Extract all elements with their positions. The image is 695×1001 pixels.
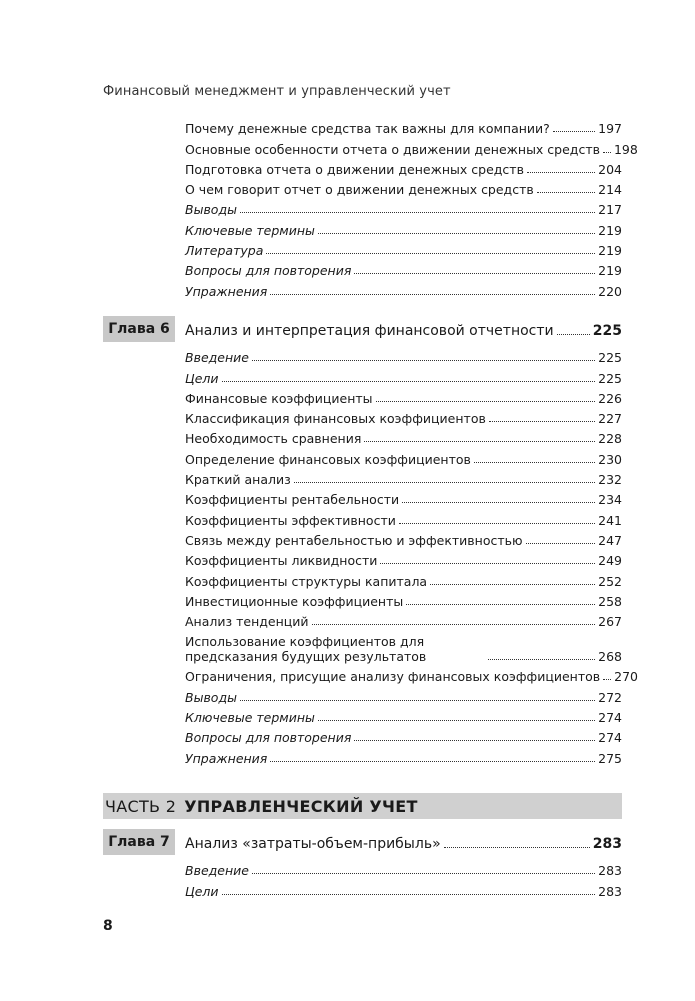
toc-entry[interactable]: [185, 386, 622, 406]
toc-entry-page: 234: [598, 492, 622, 508]
dot-leader: [354, 740, 595, 741]
toc-entry-title: О чем говорит отчет о движении денежных средств: [185, 182, 534, 198]
toc-entry-title: Необходимость сравнения: [185, 431, 362, 447]
toc-entry-page: 217: [598, 202, 622, 218]
dot-leader: [266, 253, 595, 254]
dot-leader: [222, 894, 596, 895]
toc-entry-title: Финансовые коэффициенты: [185, 390, 373, 406]
dot-leader: [318, 233, 595, 234]
toc-entry-title: Почему денежные средства так важны для компании?: [185, 121, 550, 137]
toc-entry-page: 225: [598, 350, 622, 366]
dot-leader: [399, 523, 595, 524]
toc-entry-title: Упражнения: [185, 283, 268, 299]
toc-entry-title: Коэффициенты структуры капитала: [185, 573, 428, 589]
toc-entry-page: 220: [598, 283, 622, 299]
chapter-page: 225: [592, 323, 622, 339]
dot-leader: [402, 502, 595, 503]
toc-entry[interactable]: [185, 157, 622, 177]
dot-leader: [240, 212, 595, 213]
toc-entry[interactable]: [185, 345, 622, 365]
dot-leader: [603, 152, 611, 153]
running-head: Финансовый менеджмент и управленческий учет: [103, 84, 451, 99]
dot-leader: [537, 192, 595, 193]
part-2-header: [103, 793, 622, 819]
toc-entry-page: 227: [598, 411, 622, 427]
toc-entry-page: 267: [598, 614, 622, 630]
chapter-6-heading[interactable]: [103, 316, 622, 342]
toc-entry[interactable]: [185, 507, 622, 527]
toc-entry-title: Литература: [185, 243, 264, 259]
toc-entry-page: 252: [598, 573, 622, 589]
dot-leader: [252, 873, 595, 874]
toc-entry-page: 249: [598, 553, 622, 569]
toc-entry-title: Выводы: [185, 689, 237, 705]
toc-entry-title: Введение: [185, 863, 249, 879]
toc-entry-page: 198: [613, 141, 638, 157]
toc-entry[interactable]: [185, 609, 622, 629]
dot-leader: [364, 441, 595, 442]
toc-entry-title: Вопросы для повторения: [185, 263, 352, 279]
dot-leader: [380, 563, 595, 564]
toc-entry-title: Вопросы для повторения: [185, 730, 352, 746]
toc-entry-title: Основные особенности отчета о движении денежных средств: [185, 141, 600, 157]
chapter-label: Глава 7: [103, 829, 175, 855]
toc-entry[interactable]: [185, 426, 622, 446]
toc-entry-title: Коэффициенты эффективности: [185, 512, 396, 528]
dot-leader: [270, 761, 595, 762]
toc-entry-page: 214: [598, 182, 622, 198]
chapter-title: Анализ и интерпретация финансовой отчетности: [185, 323, 554, 339]
dot-leader: [553, 131, 595, 132]
toc-entry-page: 204: [598, 161, 622, 177]
toc-entry[interactable]: [185, 116, 622, 136]
toc-entry-page: 247: [598, 532, 622, 548]
part-number: ЧАСТЬ 2: [105, 796, 177, 816]
toc-section-chapter7: [185, 858, 622, 899]
toc-entry[interactable]: [185, 745, 622, 765]
toc-entry-page: 197: [598, 121, 622, 137]
toc-entry-page: 219: [598, 263, 622, 279]
dot-leader: [376, 401, 596, 402]
toc-entry[interactable]: [185, 365, 622, 385]
toc-entry[interactable]: [185, 238, 622, 258]
toc-entry-page: 230: [598, 451, 622, 467]
toc-entry-page: 283: [598, 883, 622, 899]
toc-entry-title: Выводы: [185, 202, 237, 218]
toc-entry-title: Классификация финансовых коэффициентов: [185, 411, 486, 427]
toc-entry-page: 225: [598, 370, 622, 386]
toc-entry-title: Цели: [185, 370, 219, 386]
toc-entry-page: 258: [598, 593, 622, 609]
toc-entry[interactable]: [185, 197, 622, 217]
chapter-title: Анализ «затраты-объем-прибыль»: [185, 836, 441, 852]
toc-entry-title: Цели: [185, 883, 219, 899]
dot-leader: [430, 584, 595, 585]
toc-entry[interactable]: [185, 406, 622, 426]
toc-entry[interactable]: [185, 629, 622, 664]
toc-entry-page: 228: [598, 431, 622, 447]
toc-entry-page: 283: [598, 863, 622, 879]
toc-entry-page: 272: [598, 689, 622, 705]
toc-entry-title: Ключевые термины: [185, 710, 315, 726]
toc-entry-page: 219: [598, 222, 622, 238]
chapter-title-row: [185, 832, 622, 852]
toc-entry-page: 226: [598, 390, 622, 406]
toc-entry[interactable]: [185, 258, 622, 278]
chapter-7-heading[interactable]: [103, 829, 622, 855]
dot-leader: [557, 334, 590, 335]
toc-entry-title: Краткий анализ: [185, 472, 291, 488]
dot-leader: [222, 381, 596, 382]
dot-leader: [270, 294, 595, 295]
toc-entry[interactable]: [185, 177, 622, 197]
toc-entry-title: Ключевые термины: [185, 222, 315, 238]
toc-entry-title: Связь между рентабельностью и эффективностью: [185, 532, 523, 548]
toc-entry-title: Введение: [185, 350, 249, 366]
toc-entry-page: 241: [598, 512, 622, 528]
toc-entry[interactable]: [185, 589, 622, 609]
toc-entry[interactable]: [185, 467, 622, 487]
toc-entry-title: Инвестиционные коэффициенты: [185, 593, 404, 609]
toc-entry-page: 274: [598, 730, 622, 746]
toc-entry-title: Использование коэффициентов для предсказания будущих результатов: [185, 634, 427, 665]
dot-leader: [489, 421, 595, 422]
toc-entry[interactable]: [185, 217, 622, 237]
toc-entry[interactable]: [185, 446, 622, 466]
toc-entry-page: 270: [614, 669, 638, 685]
toc-entry-page: 274: [598, 710, 622, 726]
toc-entry-title: Ограничения, присущие анализу финансовых коэффициентов: [185, 669, 601, 685]
part-name: УПРАВЛЕНЧЕСКИЙ УЧЕТ: [184, 796, 418, 816]
toc-entry[interactable]: [185, 548, 622, 568]
toc-entry[interactable]: [185, 858, 622, 878]
toc-entry-title: Определение финансовых коэффициентов: [185, 451, 471, 467]
dot-leader: [527, 172, 595, 173]
toc-section-chapter5-tail: [185, 116, 638, 299]
dot-leader: [526, 543, 596, 544]
toc-entry[interactable]: [185, 725, 622, 745]
toc-entry-title: Подготовка отчета о движении денежных средств: [185, 161, 524, 177]
toc-entry[interactable]: [185, 136, 638, 157]
dot-leader: [474, 462, 595, 463]
toc-entry-page: 275: [598, 750, 622, 766]
toc-entry[interactable]: [185, 664, 638, 685]
toc-entry-title: Упражнения: [185, 750, 268, 766]
dot-leader: [252, 360, 595, 361]
dot-leader: [240, 700, 595, 701]
dot-leader: [603, 679, 611, 680]
toc-entry[interactable]: [185, 528, 622, 548]
chapter-label: Глава 6: [103, 316, 175, 342]
toc-entry[interactable]: [185, 705, 622, 725]
dot-leader: [312, 624, 596, 625]
dot-leader: [488, 659, 595, 660]
chapter-page: 283: [592, 836, 622, 852]
toc-entry-title: Анализ тенденций: [185, 614, 309, 630]
dot-leader: [406, 604, 595, 605]
toc-entry-title: Коэффициенты ликвидности: [185, 553, 378, 569]
dot-leader: [318, 720, 595, 721]
dot-leader: [354, 273, 595, 274]
chapter-title-row: [185, 319, 622, 339]
toc-entry[interactable]: [185, 568, 622, 588]
toc-entry-page: 232: [598, 472, 622, 488]
toc-entry[interactable]: [185, 684, 622, 704]
dot-leader: [294, 482, 595, 483]
toc-entry-page: 219: [598, 243, 622, 259]
toc-entry[interactable]: [185, 278, 622, 298]
dot-leader: [444, 847, 590, 848]
toc-section-chapter6: [185, 345, 638, 766]
page-number: 8: [103, 918, 113, 934]
toc-entry-title: Коэффициенты рентабельности: [185, 492, 400, 508]
toc-entry-page: 268: [598, 649, 622, 665]
toc-entry[interactable]: [185, 487, 622, 507]
toc-entry[interactable]: [185, 878, 622, 898]
